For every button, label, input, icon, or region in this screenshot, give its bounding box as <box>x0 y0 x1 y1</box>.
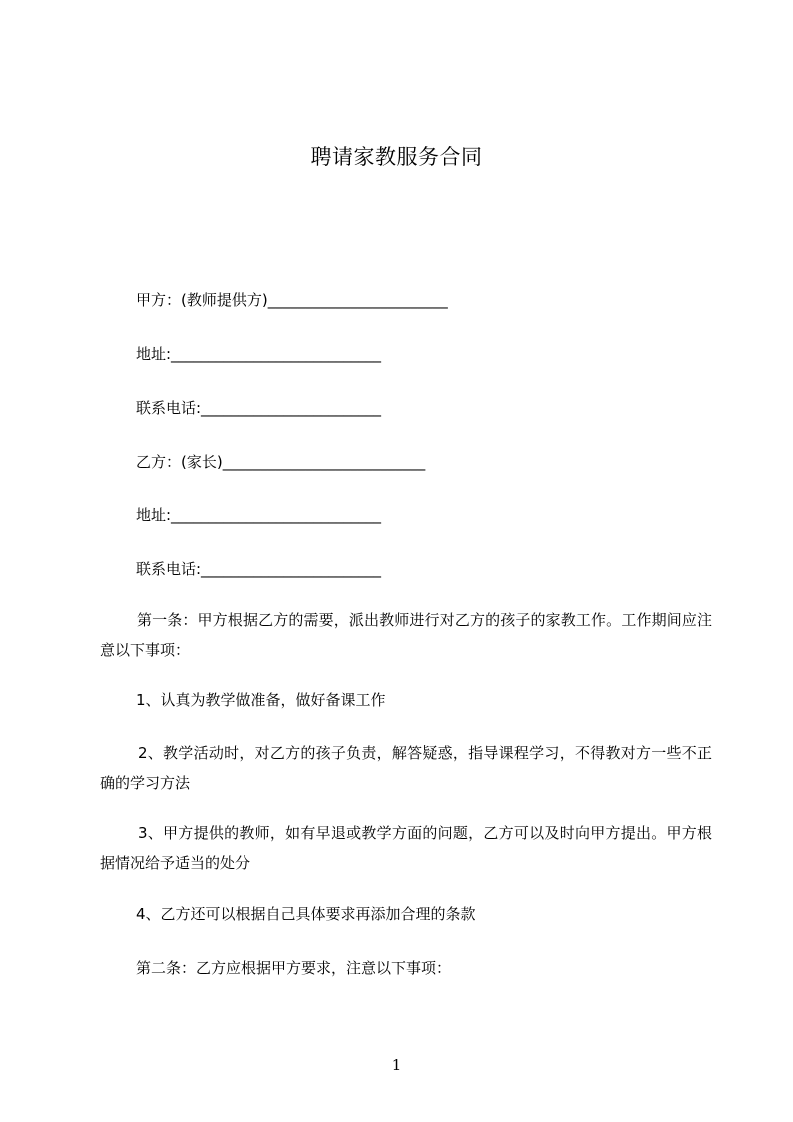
page-title: 聘请家教服务合同 <box>310 145 483 169</box>
article-1-item-1: 1、认真为教学做准备，做好备课工作 <box>136 691 386 709</box>
party-b-address-line: 地址:____________________________ <box>136 506 382 524</box>
article-1-paragraph: 第一条：甲方根据乙方的需要，派出教师进行对乙方的孩子的家教工作。工作期间应注意以下事项： <box>100 611 712 659</box>
page-number: 1 <box>391 1056 402 1074</box>
article-1-item-3: 3、甲方提供的教师，如有早退或教学方面的问题，乙方可以及时向甲方提出。甲方根据情况给予适当的处分 <box>100 824 712 872</box>
article-1-item-4: 4、乙方还可以根据自己具体要求再添加合理的条款 <box>136 905 476 923</box>
party-a-address-line: 地址:____________________________ <box>136 345 382 363</box>
party-a-name-line: 甲方：(教师提供方)________________________ <box>136 291 448 309</box>
party-b-name-line: 乙方：(家长)___________________________ <box>136 453 426 471</box>
article-1-item-2: 2、教学活动时，对乙方的孩子负责，解答疑惑，指导课程学习，不得教对方一些不正确的学习方法 <box>100 744 712 792</box>
article-2-paragraph: 第二条：乙方应根据甲方要求，注意以下事项： <box>136 959 452 977</box>
party-a-phone-line: 联系电话:________________________ <box>136 399 382 417</box>
party-b-phone-line: 联系电话:________________________ <box>136 560 382 578</box>
